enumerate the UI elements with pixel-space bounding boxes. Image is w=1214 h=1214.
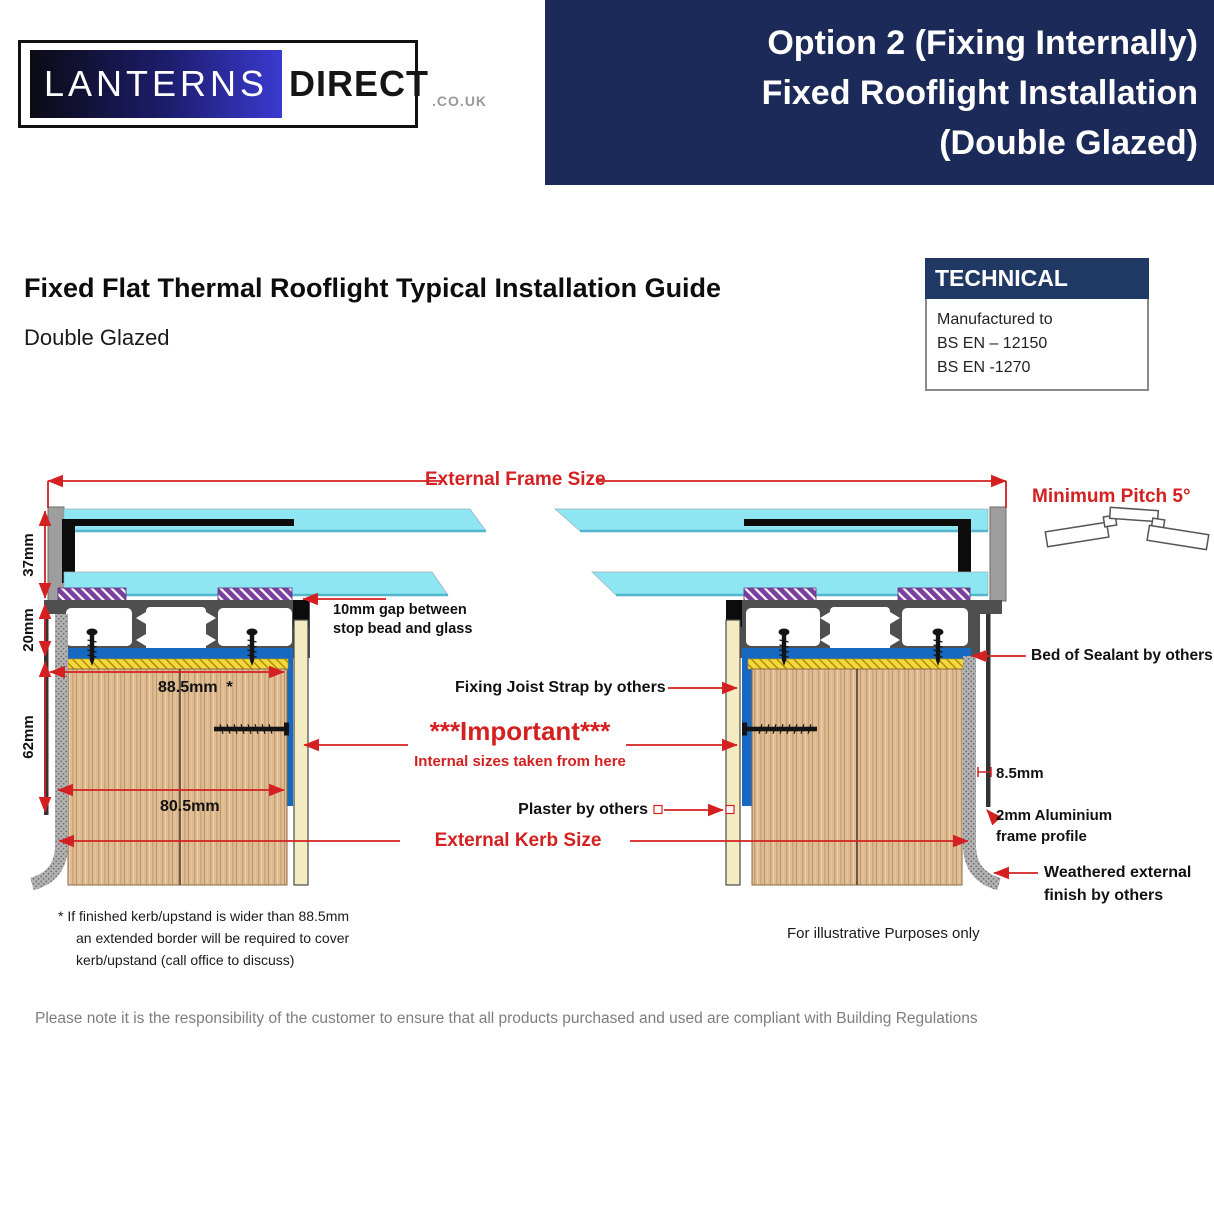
- left-assembly: [32, 507, 486, 885]
- stop-bead: [744, 588, 816, 602]
- banner-line-1: Option 2 (Fixing Internally): [767, 23, 1198, 62]
- logo-lanterns-wordmark: LANTERNS: [30, 50, 282, 118]
- label-aluminium-profile-line2: frame profile: [996, 828, 1087, 845]
- label-weathered-finish-line1: Weathered external: [1044, 864, 1192, 881]
- technical-standard-1: BS EN – 12150: [937, 335, 1048, 352]
- label-aluminium-profile-line1: 2mm Aluminium: [996, 807, 1113, 824]
- label-bed-of-sealant: Bed of Sealant by others: [1031, 647, 1213, 664]
- stop-bead: [898, 588, 970, 602]
- glass-edge-band: [64, 519, 294, 526]
- label-internal-sizes: Internal sizes taken from here: [414, 753, 626, 770]
- label-minimum-pitch: Minimum Pitch 5°: [1032, 486, 1191, 507]
- label-important: ***Important***: [429, 716, 611, 746]
- minimum-pitch-sketch: [1045, 507, 1208, 549]
- stop-bead: [218, 588, 292, 602]
- logo-domain-suffix: .CO.UK: [432, 93, 488, 109]
- label-weathered-finish: [1044, 861, 1191, 907]
- kerb-footnote-line3: kerb/upstand (call office to discuss): [76, 952, 295, 968]
- dimension-80-5mm: 80.5mm: [160, 798, 220, 815]
- stop-bead: [58, 588, 126, 602]
- label-10mm-gap-line2: stop bead and glass: [333, 621, 473, 637]
- label-weathered-finish-line2: finish by others: [1044, 887, 1164, 904]
- dimension-88-5mm: 88.5mm *: [158, 679, 233, 696]
- plaster-strip: [294, 620, 308, 885]
- plaster-strip: [726, 620, 740, 885]
- dimension-62mm: 62mm: [19, 715, 37, 759]
- frame-leg: [986, 614, 991, 807]
- logo-direct-wordmark: DIRECT: [289, 63, 430, 104]
- kerb-footnote-line2: an extended border will be required to cover: [76, 930, 350, 946]
- label-external-frame-size: External Frame Size: [425, 469, 606, 490]
- banner-line-2: Fixed Rooflight Installation: [761, 73, 1198, 112]
- sealant-bed: [68, 659, 288, 669]
- kerb-footnote-line1: * If finished kerb/upstand is wider than 88.5mm: [58, 908, 350, 924]
- label-external-kerb-size: External Kerb Size: [434, 830, 602, 851]
- dimension-8-5mm: 8.5mm: [996, 765, 1044, 782]
- label-aluminium-profile: [996, 805, 1112, 847]
- building-regulations-disclaimer: Please note it is the responsibility of the customer to ensure that all products purchased and used are compliant with Building Regulations: [35, 1010, 978, 1027]
- label-illustrative-purposes: For illustrative Purposes only: [787, 925, 980, 942]
- membrane: [64, 648, 293, 659]
- frame-end-cap: [990, 507, 1006, 601]
- label-plaster-by-others: Plaster by others: [518, 801, 648, 818]
- document-title: Fixed Flat Thermal Rooflight Typical Installation Guide: [24, 273, 722, 303]
- kerb-timber: [68, 669, 287, 885]
- glass-edge-band: [744, 519, 970, 526]
- dimension-37mm: 37mm: [19, 533, 37, 577]
- weathered-finish: [970, 656, 1000, 884]
- document-subtitle: Double Glazed: [24, 325, 170, 350]
- technical-standard-2: BS EN -1270: [937, 359, 1031, 376]
- label-10mm-gap-line1: 10mm gap between: [333, 602, 467, 618]
- dimension-20mm: 20mm: [19, 608, 37, 652]
- technical-box-heading: TECHNICAL: [925, 258, 1149, 299]
- technical-standard-intro: Manufactured to: [937, 311, 1053, 328]
- label-10mm-gap: [333, 601, 472, 639]
- banner-line-3: (Double Glazed): [939, 123, 1198, 162]
- label-fixing-joist-strap: Fixing Joist Strap by others: [455, 679, 666, 696]
